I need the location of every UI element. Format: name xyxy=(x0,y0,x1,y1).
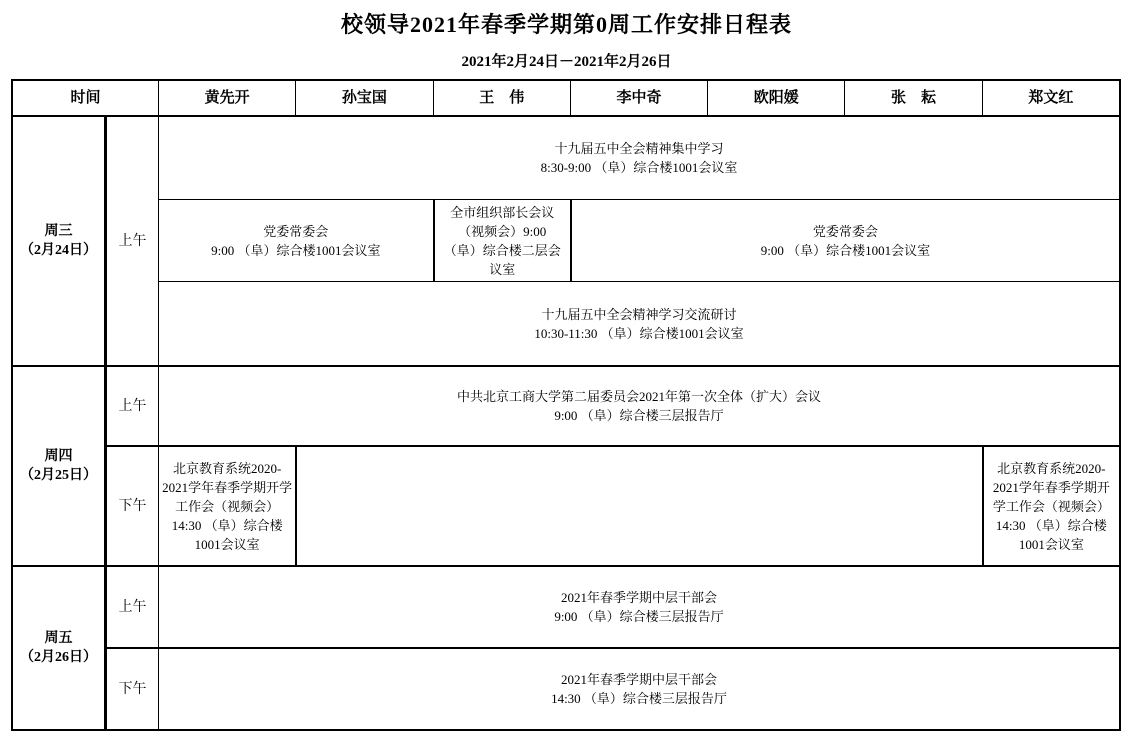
event-line: （视频会）9:00 xyxy=(458,223,547,239)
event-cell-empty-mid xyxy=(295,445,981,565)
event-line: （阜）综合楼二层会议室 xyxy=(443,242,561,277)
period-cell-fri-am: 上午 xyxy=(104,565,158,647)
header-time: 时间 xyxy=(70,89,101,106)
event-cell-party-committee-right xyxy=(570,199,1119,281)
day-cell-thursday xyxy=(13,365,104,565)
period-cell-fri-pm: 下午 xyxy=(104,647,158,729)
event-cell-plenary-study xyxy=(158,115,1119,199)
event-line: 9:00 （阜）综合楼1001会议室 xyxy=(211,242,381,258)
page-title: 校领导2021年春季学期第0周工作安排日程表 xyxy=(340,12,792,37)
date-range: 2021年2月24日－2021年2月26日 xyxy=(461,54,672,70)
event-line: 9:00 （阜）综合楼1001会议室 xyxy=(760,242,931,258)
event-line: 中共北京工商大学第二届委员会2021年第一次全体（扩大）会议 xyxy=(456,389,821,404)
day-name: 周三 xyxy=(44,224,73,239)
header-leader-sunbaoguo: 孙宝国 xyxy=(295,81,432,115)
event-line: 9:00 （阜）综合楼三层报告厅 xyxy=(554,408,724,423)
header-leader-lizhongqi: 李中奇 xyxy=(570,81,707,115)
day-name: 周四 xyxy=(44,449,73,464)
period-cell-wed-am: 上午 xyxy=(104,115,158,365)
header-leader-zhangyun: 张 耘 xyxy=(844,81,981,115)
event-cell-org-ministers-meeting xyxy=(433,199,570,281)
day-date: （2月25日） xyxy=(20,468,97,483)
event-line: 北京教育系统2020-2021学年春季学期开学工作会（视频会）14:30 （阜）综合楼1001会议室 xyxy=(162,460,293,552)
event-cell-edu-system-right xyxy=(982,445,1119,565)
event-cell-party-committee-left xyxy=(158,199,433,281)
event-line: 十九届五中全会精神学习交流研讨 xyxy=(541,306,737,322)
day-name: 周五 xyxy=(44,631,73,646)
event-cell-plenary-seminar xyxy=(158,281,1119,365)
event-line: 10:30-11:30 （阜）综合楼1001会议室 xyxy=(534,325,744,341)
header-leader-huangxiankai: 黄先开 xyxy=(158,81,295,115)
event-line: 北京教育系统2020-2021学年春季学期开学工作会（视频会）14:30 （阜）综合楼1001会议室 xyxy=(992,460,1110,552)
schedule-table xyxy=(11,79,1121,731)
event-cell-cadre-meeting-pm xyxy=(158,647,1119,729)
day-cell-wednesday xyxy=(13,115,104,365)
event-line: 8:30-9:00 （阜）综合楼1001会议室 xyxy=(540,160,738,175)
event-line: 2021年春季学期中层干部会 xyxy=(560,672,717,687)
day-date: （2月24日） xyxy=(20,243,97,258)
event-cell-edu-system-left xyxy=(158,445,295,565)
event-line: 9:00 （阜）综合楼三层报告厅 xyxy=(554,609,724,624)
event-line: 十九届五中全会精神集中学习 xyxy=(554,141,724,156)
event-line: 14:30 （阜）综合楼三层报告厅 xyxy=(551,691,727,706)
period-cell-thu-am: 上午 xyxy=(104,365,158,445)
event-line: 党委常委会 xyxy=(812,223,878,239)
header-leader-ouyangyuan: 欧阳媛 xyxy=(707,81,844,115)
header-leader-zhengwenhong: 郑文红 xyxy=(982,81,1119,115)
event-line: 全市组织部长会议 xyxy=(450,204,555,220)
day-cell-friday xyxy=(13,565,104,729)
header-leader-wangwei: 王 伟 xyxy=(433,81,570,115)
event-cell-btbu-plenary xyxy=(158,365,1119,445)
event-line: 2021年春季学期中层干部会 xyxy=(560,590,717,605)
day-date: （2月26日） xyxy=(20,650,97,665)
event-cell-cadre-meeting-am xyxy=(158,565,1119,647)
event-line: 党委常委会 xyxy=(263,223,329,239)
period-cell-thu-pm: 下午 xyxy=(104,445,158,565)
